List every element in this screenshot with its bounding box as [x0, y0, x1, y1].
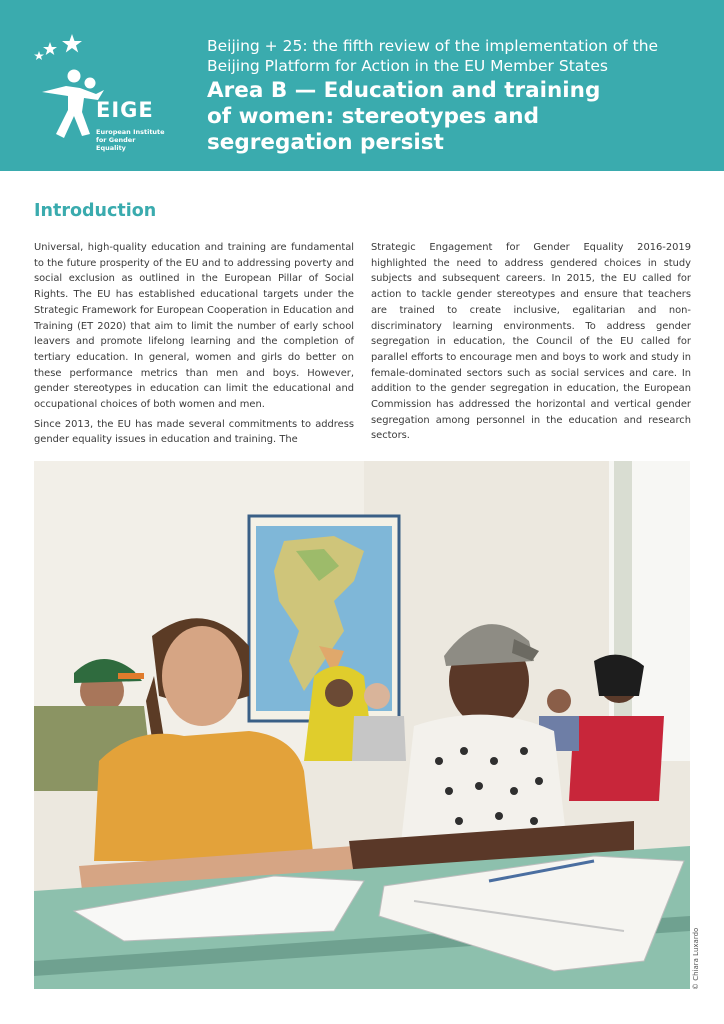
- paragraph: Since 2013, the EU has made several commitments to address gender equality issues in education and training. The: [34, 418, 354, 446]
- section-heading: Introduction: [34, 201, 157, 221]
- paragraph: Universal, high-quality education and training are fundamental to the future prosperity of the EU and to addressing poverty and social exclusion as outlined in the European Pillar of Social Rights. The EU has established educational targets under the Strategic Framework for European Cooperation in Education and Training (ET 2020) that aim to limit the number of early school leavers and promote lifelong learning and the completion of tertiary education. In general, women and girls do better on these performance metrics than men and boys. However, gender stereotypes in education can limit the educational and occupational choices of both women and men.: [34, 242, 354, 411]
- intro-right-column: [371, 240, 691, 448]
- classroom-illustration: [34, 461, 690, 989]
- classroom-photo: [34, 461, 690, 989]
- eige-logo: [32, 30, 165, 155]
- logo-subtitle: European Institute for Gender Equality: [96, 128, 165, 152]
- photo-credit: © Chiara Luxardo: [692, 927, 700, 990]
- header-banner: [0, 0, 724, 171]
- area-title: Area B — Education and training of women: stereotypes and segregation persist: [207, 78, 601, 155]
- paragraph: Strategic Engagement for Gender Equality 2016-2019 highlighted the need to address gendered choices in study subjects and subsequent careers. In 2015, the EU called for action to tackle gender stereotypes and ensure that teachers are trained to create inclusive, egalitarian and non-discriminatory learning environments. To address gender segregation in education, the Council of the EU called for parallel efforts to encourage men and boys to work and study in female-dominated sectors such as social services and care. In addition to the gender segregation in education, the European Commission has addressed the horizontal and vertical gender segregation among personnel in the education and research sectors.: [371, 242, 691, 442]
- series-title: Beijing + 25: the fifth review of the implementation of the Beijing Platform for Action in the EU Member States: [207, 37, 659, 75]
- intro-left-column: [34, 240, 354, 452]
- logo-name: EIGE: [96, 98, 154, 122]
